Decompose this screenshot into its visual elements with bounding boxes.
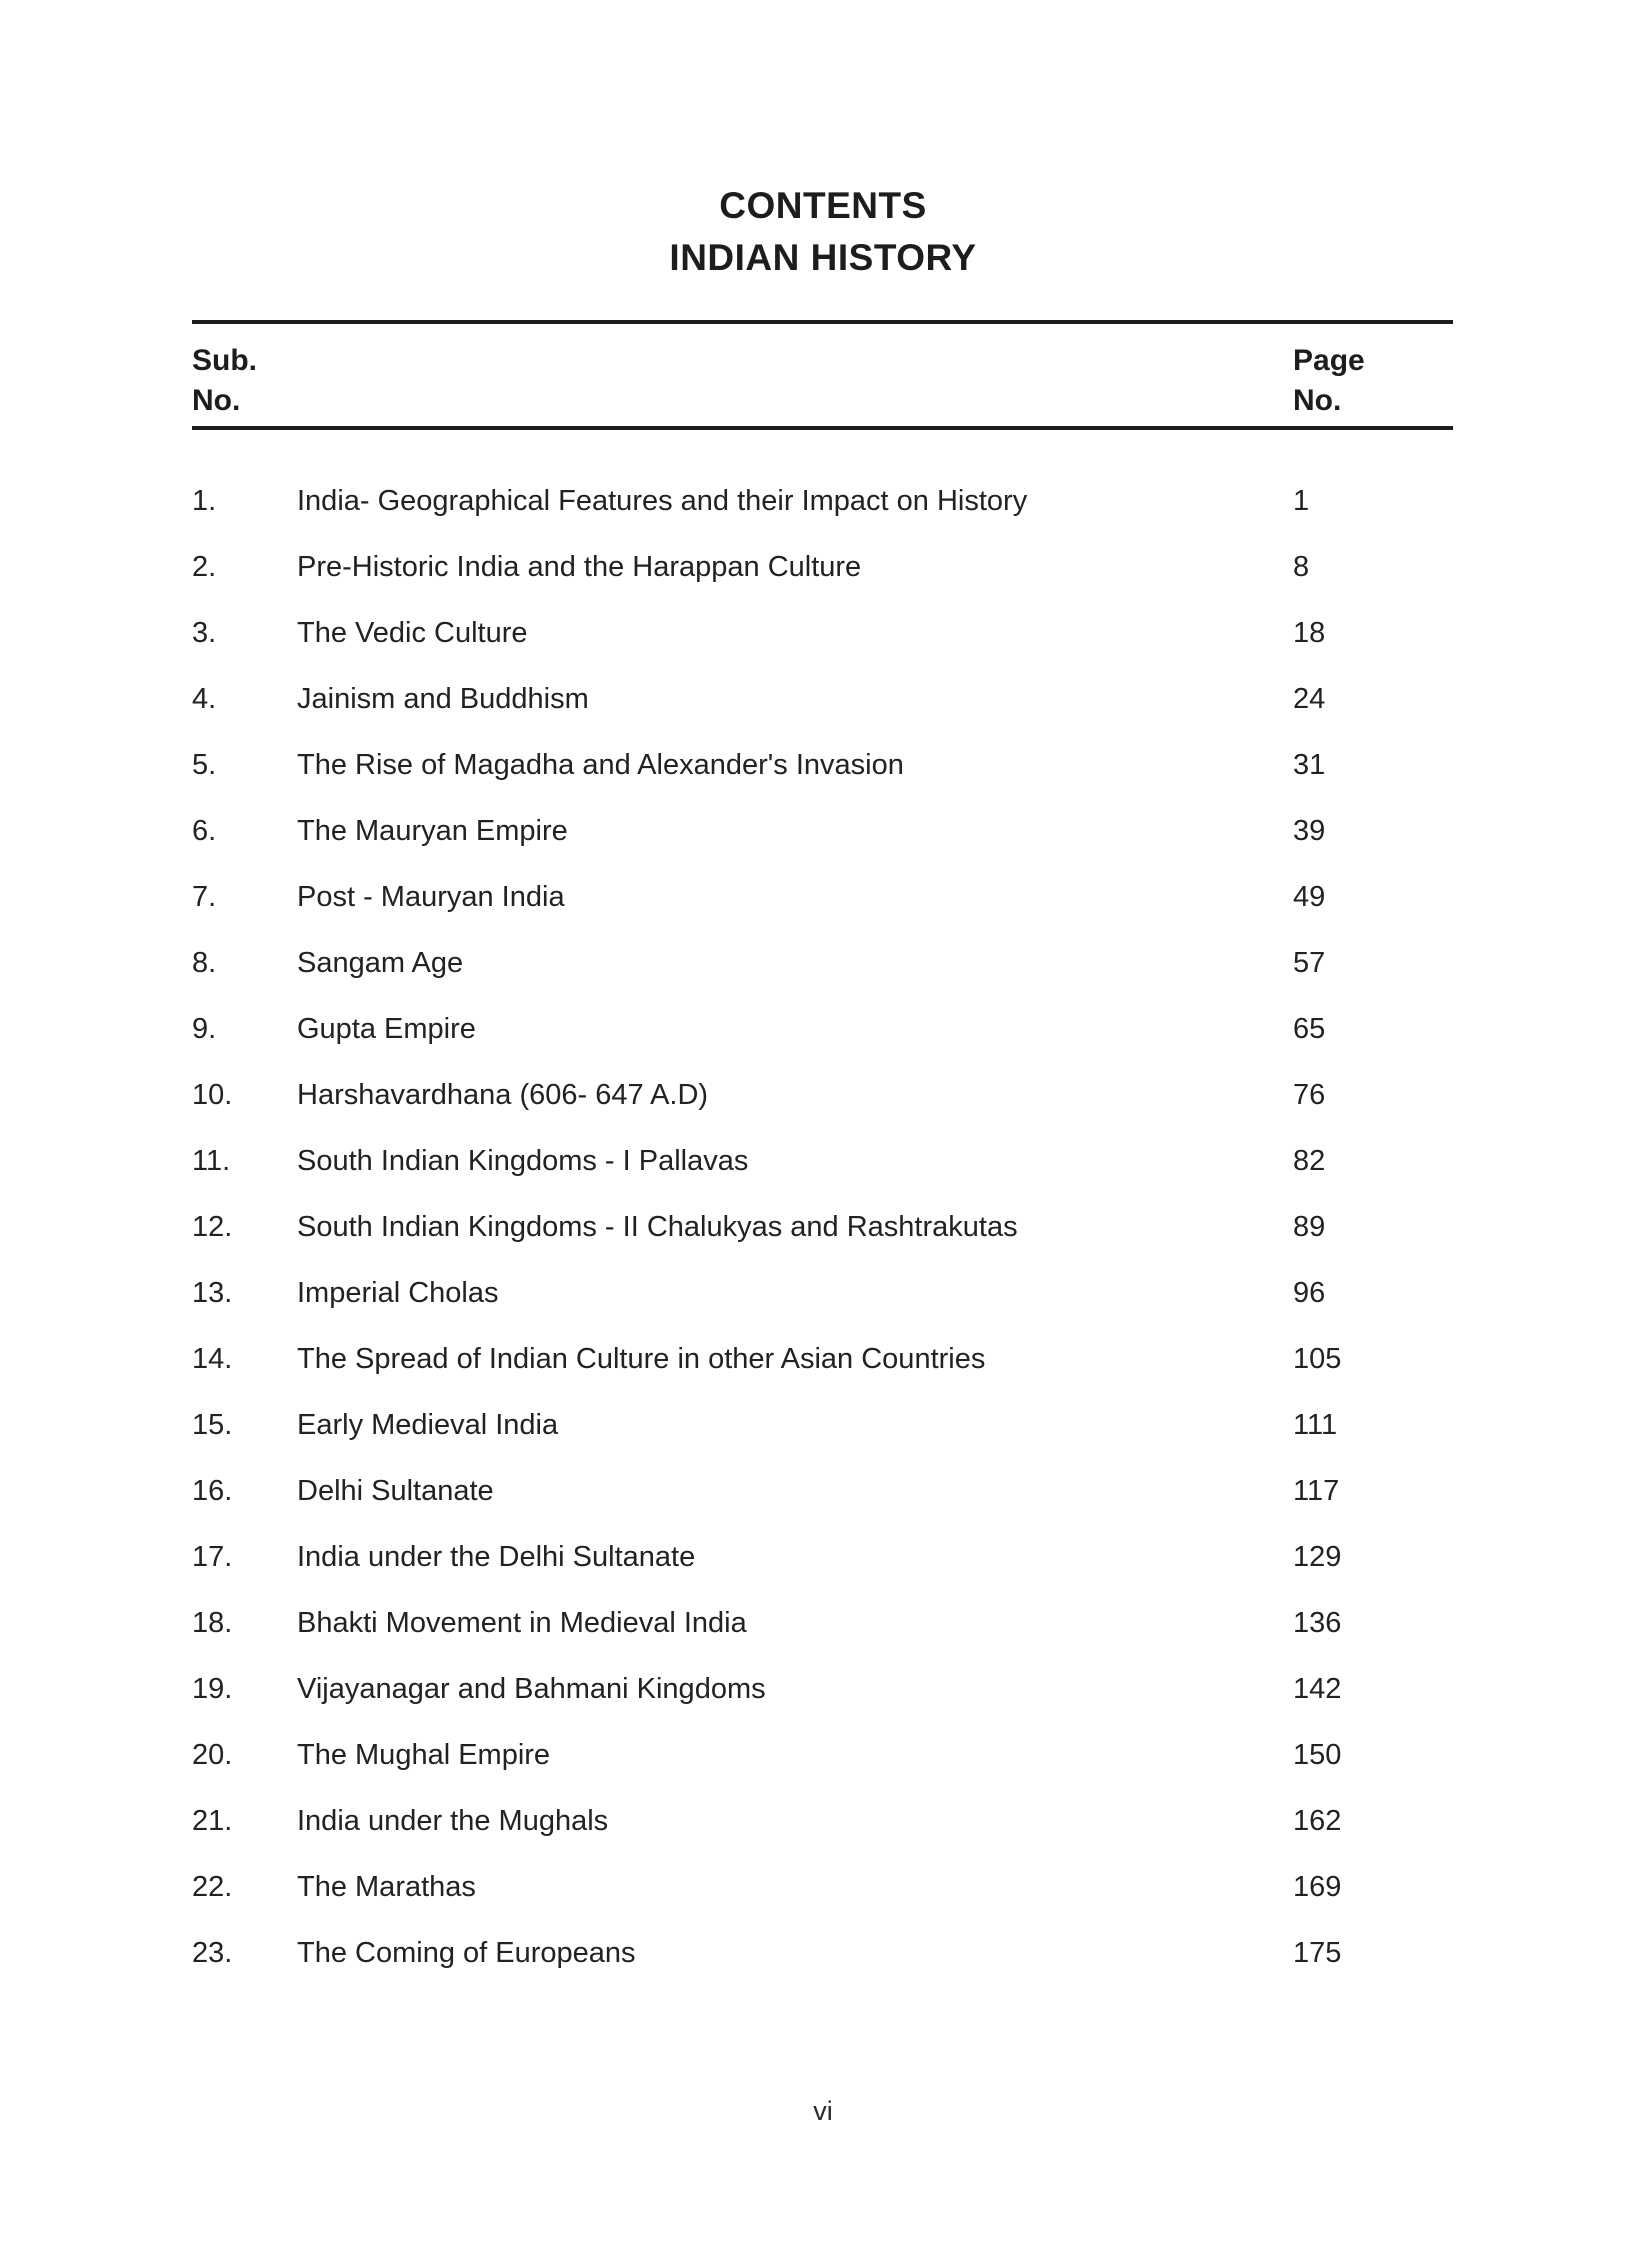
- entry-title: South Indian Kingdoms - I Pallavas: [297, 1145, 749, 1177]
- toc-row: [192, 1472, 1453, 1510]
- entry-number: 14.: [192, 1343, 233, 1375]
- entry-page-number: 24: [1293, 683, 1326, 715]
- entry-title: The Vedic Culture: [297, 617, 528, 649]
- entry-page-number: 31: [1293, 749, 1326, 781]
- entry-page-number: 96: [1293, 1277, 1326, 1309]
- entry-page-number: 162: [1293, 1805, 1342, 1837]
- toc-row: [192, 1736, 1453, 1774]
- toc-row: [192, 680, 1453, 718]
- entry-number: 12.: [192, 1211, 233, 1243]
- toc-row: [192, 1406, 1453, 1444]
- entry-number: 22.: [192, 1871, 233, 1903]
- entry-page-number: 117: [1293, 1475, 1340, 1507]
- entry-page-number: 57: [1293, 947, 1326, 979]
- entry-title: India under the Mughals: [297, 1805, 609, 1837]
- toc-row: [192, 878, 1453, 916]
- sub-no-column-header: [192, 341, 1293, 421]
- page-label: Page: [1293, 344, 1365, 377]
- toc-row: [192, 944, 1453, 982]
- toc-row: [192, 812, 1453, 850]
- entry-number: 8.: [192, 947, 217, 979]
- entry-number: 16.: [192, 1475, 233, 1507]
- entry-title: The Mughal Empire: [297, 1739, 551, 1771]
- entry-number: 9.: [192, 1013, 217, 1045]
- page-title: [0, 180, 1646, 284]
- title-contents: CONTENTS: [719, 185, 927, 226]
- entry-title: Gupta Empire: [297, 1013, 476, 1045]
- entry-number: 7.: [192, 881, 217, 913]
- entry-page-number: 136: [1293, 1607, 1342, 1639]
- toc-row: [192, 482, 1453, 520]
- toc-row: [192, 614, 1453, 652]
- entry-page-number: 169: [1293, 1871, 1342, 1903]
- entry-title: The Coming of Europeans: [297, 1937, 636, 1969]
- entry-page-number: 82: [1293, 1145, 1326, 1177]
- toc-row: [192, 1010, 1453, 1048]
- entry-number: 5.: [192, 749, 217, 781]
- toc-row: [192, 1538, 1453, 1576]
- entry-number: 20.: [192, 1739, 233, 1771]
- entry-page-number: 39: [1293, 815, 1326, 847]
- toc-row: [192, 1142, 1453, 1180]
- entry-title: Bhakti Movement in Medieval India: [297, 1607, 747, 1639]
- entry-number: 17.: [192, 1541, 233, 1573]
- sub-no-label: No.: [192, 384, 241, 417]
- toc-row: [192, 1802, 1453, 1840]
- entry-page-number: 76: [1293, 1079, 1326, 1111]
- toc-row: [192, 1934, 1453, 1972]
- toc-row: [192, 1340, 1453, 1378]
- folio-page-number: vi: [813, 2096, 833, 2126]
- page-no-label: No.: [1293, 384, 1342, 417]
- entry-title: The Marathas: [297, 1871, 476, 1903]
- entry-title: Post - Mauryan India: [297, 881, 565, 913]
- page-no-column-header: [1293, 341, 1453, 421]
- entry-title: India- Geographical Features and their Impact on History: [297, 485, 1028, 517]
- entry-number: 18.: [192, 1607, 233, 1639]
- entry-title: Imperial Cholas: [297, 1277, 499, 1309]
- entry-title: The Spread of Indian Culture in other Asian Countries: [297, 1343, 986, 1375]
- entry-page-number: 150: [1293, 1739, 1342, 1771]
- table-header: [192, 324, 1453, 430]
- entry-page-number: 8: [1293, 551, 1310, 583]
- entry-number: 21.: [192, 1805, 233, 1837]
- toc-row: [192, 548, 1453, 586]
- entry-number: 23.: [192, 1937, 233, 1969]
- entry-title: Pre-Historic India and the Harappan Culture: [297, 551, 862, 583]
- entry-page-number: 142: [1293, 1673, 1342, 1705]
- title-subject: INDIAN HISTORY: [669, 237, 977, 278]
- toc-row: [192, 1208, 1453, 1246]
- entry-page-number: 129: [1293, 1541, 1342, 1573]
- entry-number: 3.: [192, 617, 217, 649]
- toc-row: [192, 1604, 1453, 1642]
- entry-title: Sangam Age: [297, 947, 464, 979]
- toc-row: [192, 1076, 1453, 1114]
- entry-title: Vijayanagar and Bahmani Kingdoms: [297, 1673, 766, 1705]
- entry-title: The Rise of Magadha and Alexander's Invasion: [297, 749, 904, 781]
- entry-number: 15.: [192, 1409, 233, 1441]
- entry-page-number: 105: [1293, 1343, 1342, 1375]
- entry-page-number: 1: [1293, 485, 1310, 517]
- contents-table: [192, 320, 1453, 2000]
- entry-page-number: 89: [1293, 1211, 1326, 1243]
- entry-number: 10.: [192, 1079, 233, 1111]
- entry-title: India under the Delhi Sultanate: [297, 1541, 696, 1573]
- entry-number: 6.: [192, 815, 217, 847]
- entry-number: 2.: [192, 551, 217, 583]
- entry-title: South Indian Kingdoms - II Chalukyas and Rashtrakutas: [297, 1211, 1018, 1243]
- entry-title: Delhi Sultanate: [297, 1475, 494, 1507]
- entry-page-number: 49: [1293, 881, 1326, 913]
- entry-page-number: 111: [1293, 1409, 1338, 1441]
- entry-title: Jainism and Buddhism: [297, 683, 589, 715]
- toc-row: [192, 1670, 1453, 1708]
- entry-number: 4.: [192, 683, 217, 715]
- entry-title: Early Medieval India: [297, 1409, 559, 1441]
- entry-number: 19.: [192, 1673, 233, 1705]
- entry-number: 13.: [192, 1277, 233, 1309]
- entry-page-number: 175: [1293, 1937, 1342, 1969]
- entry-page-number: 18: [1293, 617, 1326, 649]
- toc-row: [192, 1274, 1453, 1312]
- toc-body: [192, 430, 1453, 1972]
- entry-page-number: 65: [1293, 1013, 1326, 1045]
- entry-title: Harshavardhana (606- 647 A.D): [297, 1079, 709, 1111]
- sub-label: Sub.: [192, 344, 257, 377]
- entry-number: 11.: [192, 1145, 231, 1177]
- toc-row: [192, 1868, 1453, 1906]
- toc-row: [192, 746, 1453, 784]
- entry-title: The Mauryan Empire: [297, 815, 568, 847]
- entry-number: 1.: [192, 485, 217, 517]
